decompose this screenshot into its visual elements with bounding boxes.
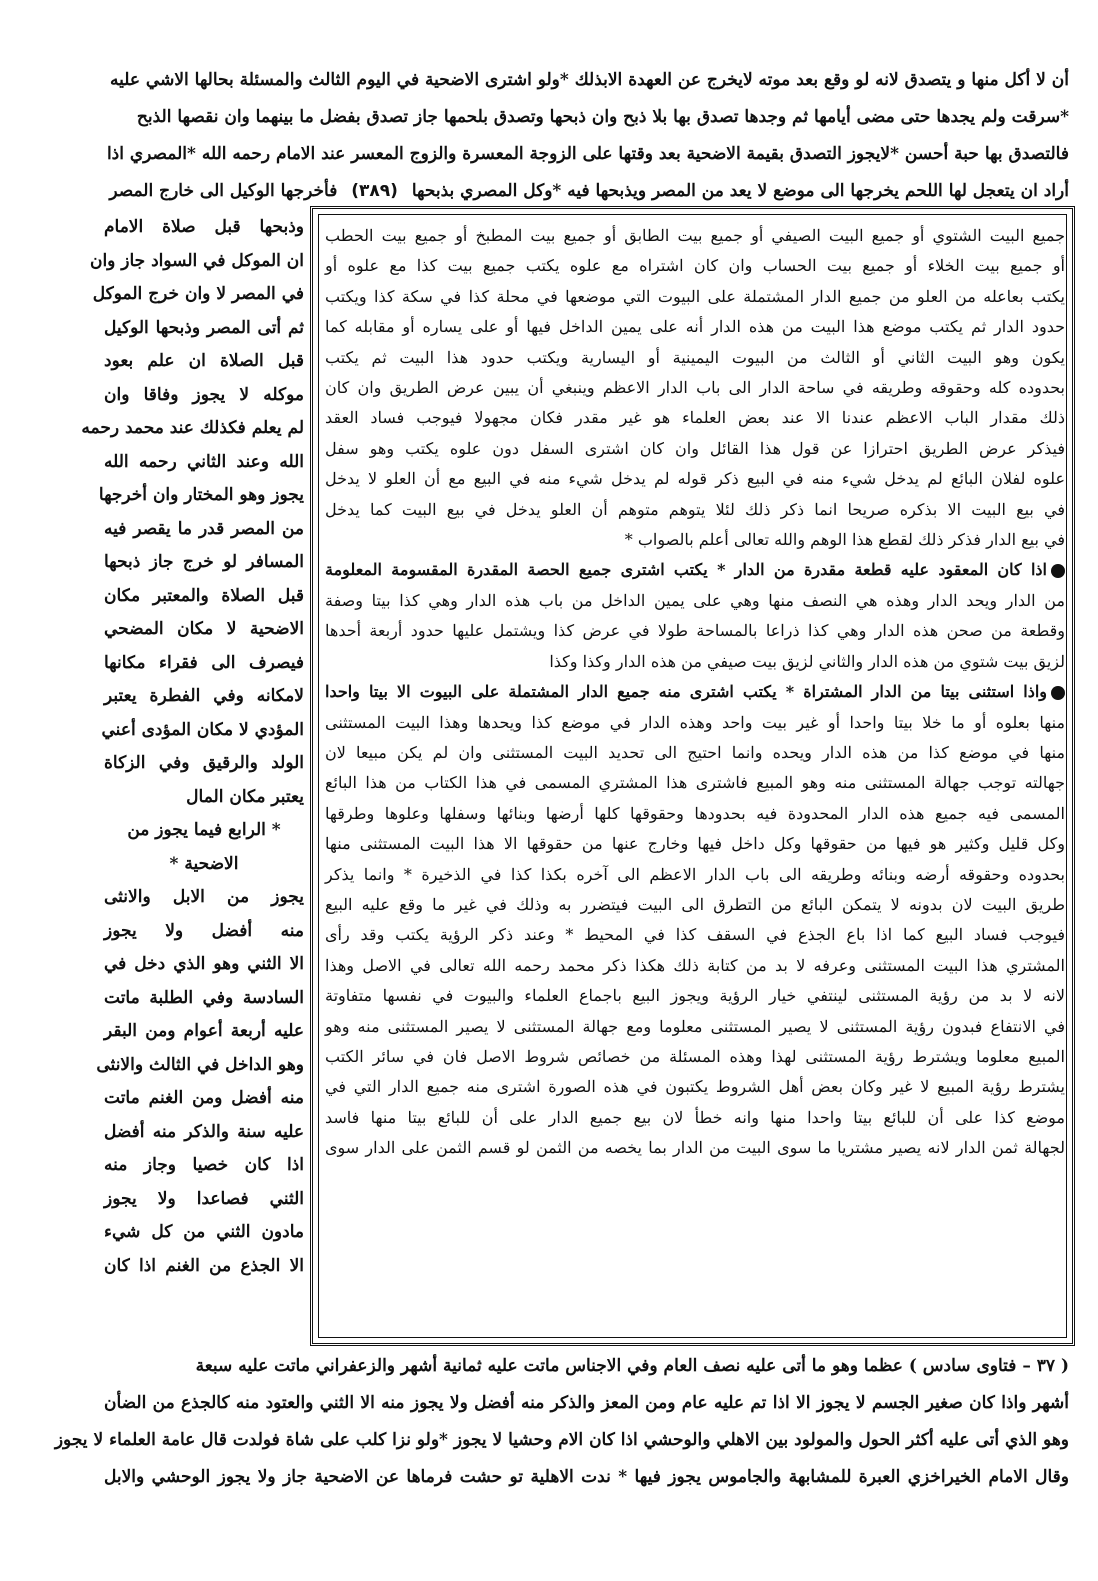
- side-line: مادون الثني من كل شيء: [104, 1222, 304, 1242]
- frame-line: بحدوده وحقوقه أرضه وبنائه وطريقه الى باب الدار الاعظم الى آخره بكذا كذا في الذخيرة * وانما يذكر: [325, 864, 1065, 884]
- side-line: الولد والرقيق وفي الزكاة: [104, 753, 304, 773]
- frame-line: حدود الدار ثم يكتب موضع هذا البيت من هذه الدار أنه على يمين الداخل فيها أو على يساره أو مقابله كما: [325, 317, 1065, 337]
- side-line: عليه أربعة أعوام ومن البقر: [104, 1021, 304, 1041]
- side-line: الا الجذع من الغنم اذا كان: [104, 1255, 304, 1276]
- side-line: قبل الصلاة ان علم بعود: [104, 351, 304, 371]
- side-line: اذا كان خصيا وجاز منه: [104, 1155, 304, 1175]
- frame-line: وكل قليل وكثير هو فيها من حقوقها وكل داخل فيها وخارج عنها من حقوقها الا هذا البيت المستثنى منها: [325, 834, 1065, 854]
- side-line: ثم أتى المصر وذبحها الوكيل: [104, 317, 304, 338]
- side-line: ان الموكل في السواد جاز وان: [89, 250, 304, 271]
- side-line: في المصر لا وان خرج الموكل: [92, 284, 304, 304]
- side-line: المسافر لو خرج جاز ذبحها: [104, 552, 304, 572]
- side-line: وهو الداخل في الثالث والانثى: [96, 1054, 304, 1075]
- frame-line: المسمى فيه جميع هذه الدار المحدودة فيه بحدودها وحقوقها كلها أرضها وبنائها وسفلها وعلوها وطرقها: [325, 803, 1065, 823]
- frame-line: علوه لفلان البائع لم يدخل شيء منه في البيع ذكر قوله لم يدخل شيء منه في البيع مع أن العلو لا يدخل: [325, 469, 1066, 489]
- frame-line: في بيع البيت الا بذكره صريحا انما ذكر ذلك لئلا يتوهم متوهم أن العلو يدخل في بيع البيت كما يدخل: [325, 499, 1066, 519]
- section-heading: * الرابع فيما يجوز من: [127, 820, 281, 840]
- side-line: فيصرف الى فقراء مكانها: [104, 652, 304, 673]
- side-line: الاضحية لا مكان المضحي: [104, 619, 304, 639]
- side-line: قبل الصلاة والمعتبر مكان: [104, 585, 304, 606]
- frame-line: يشترط رؤية المبيع لا غير وكان بعض أهل الشروط يكتبون في هذه الصورة اشترى منه جميع الدار التي في: [325, 1077, 1065, 1097]
- side-line: الا الثني وهو الذي دخل في: [104, 954, 304, 974]
- side-column: [81, 211, 304, 1283]
- framed-text: [325, 221, 1065, 1164]
- side-line: لامكانه وفي الفطرة يعتبر: [104, 686, 304, 706]
- side-line: منه أفضل ولا يجوز: [104, 920, 304, 941]
- frame-line: من الدار ويحد الدار وهذه هي النصف منها وهي على يمين الداخل من باب هذه الدار وهي كذا بيتا وصفة: [325, 590, 1065, 610]
- frame-line: موضع كذا على أن للبائع بيتا واحدا منها وانه خطأ لان بيع جميع الدار على أن للبائع بيتا منها فاسد: [325, 1107, 1065, 1127]
- frame-line: منها في موضع كذا من هذه الدار ويحده وانما احتيج الى تحديد البيت المستثنى وان لم يكن مبيعا لان: [325, 742, 1065, 762]
- frame-line: ذلك مقدار الباب الاعظم عندنا الا عند بعض العلماء هو غير مقدر فكان مجهولا فيوجب فساد العقد: [325, 408, 1065, 428]
- frame-line: بحدوده كله وحقوقه وطريقه في ساحة الدار الى باب الدار الاعظم وينبغي أن يبين عرض الطريق وان كان: [325, 378, 1065, 398]
- side-line: موكله لا يجوز وفاقا وان: [104, 384, 304, 405]
- top-line-start: أراد ان يتعجل لها اللحم يخرجها الى موضع لا يعد من المصر ويذبحها فيه *وكل المصري بذبحها: [411, 181, 1069, 201]
- bottom-line: أشهر واذا كان صغير الجسم لا يجوز الا اذا تم عليه عام ومن المعز والذكر منه أفضل ولا يجوز منه الا الثني والعتود منه كالجذع من الضأن: [104, 1393, 1069, 1413]
- side-line: الله وعند الثاني رحمه الله: [104, 451, 304, 472]
- frame-line-text: واذا استثنى بيتا من الدار المشتراة * يكتب اشترى منه جميع الدار المشتملة على البيوت الا بيتا واحدا: [325, 682, 1047, 702]
- running-footer-line: ( ٣٧ – فتاوى سادس ) عظما وهو ما أتى عليه نصف العام وفي الاجناس ماتت عليه ثمانية أشهر والزعفراني ماتت عليه سبعة: [195, 1356, 1069, 1376]
- side-line: لم يعلم فكذلك عند محمد رحمه: [81, 418, 304, 438]
- side-line: الثني فصاعدا ولا يجوز: [104, 1188, 304, 1209]
- frame-line: جميع البيت الشتوي أو جميع البيت الصيفي أو جميع بيت الطابق أو جميع بيت المطبخ أو جميع بيت الحطب: [325, 226, 1065, 245]
- frame-line: يكون وهو البيت الثاني أو الثالث من البيوت اليمينية أو اليسارية ويكتب حدود هذا البيت ثم يكتب: [325, 347, 1065, 367]
- frame-line: فيذكر عرض الطريق احترازا عن قول هذا القائل وان كان اشترى السفل دون علوه يكتب وهو سفل: [325, 438, 1065, 458]
- frame-line: لزيق بيت شتوي من هذه الدار والثاني لزيق بيت صيفي من هذه الدار وكذا وكذا: [549, 651, 1065, 671]
- side-line: المؤدي لا مكان المؤدى أعني: [101, 719, 304, 740]
- frame-line: منها بعلوه أو ما خلا بيتا واحدا أو غير بيت واحد وهذه الدار في موضع كذا ويحدها وهذا البيت المستثنى: [325, 712, 1065, 732]
- bottom-line: وقال الامام الخيراخزي العبرة للمشابهة والجاموس يجوز فيها * ندت الاهلية تو حشت فرماها عن الاضحية جاز ولا يجوز الوحشي والابل: [104, 1467, 1069, 1487]
- frame-line: في بيع الدار فذكر ذلك لقطع هذا الوهم والله تعالى أعلم بالصواب *: [624, 530, 1065, 550]
- frame-line: [325, 555, 1065, 585]
- frame-line: لجهالة ثمن الدار لانه يصير مشتريا ما سوى البيت من الدار بما يخصه من الثمن لو قسم الثمن على الدار سوى: [325, 1138, 1065, 1158]
- side-line: وذبحها قبل صلاة الامام: [104, 217, 304, 237]
- section-heading: الاضحية *: [169, 853, 239, 874]
- paragraph-marker-icon: [1051, 686, 1065, 700]
- side-line: يعتبر مكان المال: [186, 786, 304, 807]
- frame-line-text: اذا كان المعقود عليه قطعة مقدرة من الدار * يكتب اشترى جميع الحصة المقدرة المقسومة المعلومة: [325, 560, 1047, 580]
- top-line: أن لا أكل منها و يتصدق لانه لو وقع بعد موته لايخرج عن العهدة الابذلك *ولو اشترى الاضحية في اليوم الثالث والمسئلة بحالها الاشي عليه: [109, 70, 1069, 90]
- bottom-line: وهو الذي أتى عليه أكثر الحول والمولود بين الاهلي والوحشي اذا كان الام وحشيا لا يجوز *ولو نزا كلب على شاة فولدت قال عامة العلماء لا يجوز: [54, 1430, 1069, 1450]
- frame-line: المشتري هذا البيت المستثنى وعرفه لا بد من كتابة ذلك هكذا ذكر محمد رحمه الله تعالى في الاصل وهذا: [325, 955, 1065, 975]
- page-number: (٣٨٩): [351, 181, 398, 201]
- top-line: *سرقت ولم يجدها حتى مضى أيامها ثم وجدها تصدق بها بلا ذبح وان ذبحها وتصدق بلحمها جاز تصدق بفضل ما بينهما وان نقصها الذبح: [136, 107, 1069, 127]
- frame-line: فيوجب فساد البيع كما اذا باع الجذع في السقف كذا في المحيط * وعند ذكر الرؤية يكتب وقد رأى: [325, 925, 1065, 945]
- top-line-end: فأخرجها الوكيل الى خارج المصر: [109, 181, 338, 201]
- side-line: من المصر قدر ما يقصر فيه: [104, 518, 304, 539]
- side-line: السادسة وفي الطلبة ماتت: [104, 987, 304, 1008]
- side-line: عليه سنة والذكر منه أفضل: [104, 1121, 304, 1142]
- frame-line: المبيع معلوما ويشترط رؤية المستثنى لهذا وهذه المسئلة من خصائص شروط الاصل فان في سائر الكتب: [325, 1046, 1065, 1066]
- frame-line: [325, 677, 1065, 707]
- frame-line: وقطعة من صحن هذه الدار وهي كذا ذراعا بالمساحة طولا في عرض كذا ويشتمل عليها حدود أربعة أحدها: [325, 621, 1065, 641]
- frame-line: أو جميع بيت الخلاء أو جميع بيت الحساب وان كان اشتراه مع علوه يكتب جميع بيت كذا مع علوه أو: [325, 256, 1065, 276]
- side-line: منه أفضل ومن الغنم ماتت: [104, 1088, 304, 1108]
- top-line-with-page-number: [104, 173, 1069, 210]
- top-line: فالتصدق بها حبة أحسن *لايجوز التصدق بقيمة الاضحية بعد وقتها على الزوجة المعسرة والزوج المعسر عند الامام رحمه الله *المصري اذا: [106, 144, 1069, 164]
- paragraph-marker-icon: [1051, 564, 1065, 578]
- frame-line: في الانتفاع فبدون رؤية المستثنى لا يصير المستثنى معلوما ومع جهالة المستثنى لا يصير المستثنى منه وهو: [325, 1016, 1065, 1036]
- side-line: يجوز من الابل والانثى: [104, 887, 304, 907]
- top-text-block: [104, 62, 1069, 210]
- bottom-text-block: [54, 1348, 1069, 1496]
- side-line: يجوز وهو المختار وان أخرجها: [98, 485, 304, 505]
- frame-line: يكتب بعاعله من العلو من جميع الدار المشتملة على البيوت التي موضعها في محلة كذا في سكة كذا ويكتب: [325, 286, 1065, 306]
- frame-line: طريق البيت لان بدونه لا يتمكن البائع من التطرق الى البيت فيتضرر به وذلك في غير ما وقع عليه البيع: [325, 894, 1065, 914]
- frame-line: جهالته توجب جهالة المستثنى منه وهو المبيع فاشترى هذا المشتري المسمى في هذا الكتاب من هذا البائع: [325, 773, 1065, 793]
- frame-line: لانه لا بد من رؤية المستثنى لينتفي خيار الرؤية ويجوز البيع باجماع العلماء والبيوت في نفسها متفاوتة: [325, 986, 1065, 1006]
